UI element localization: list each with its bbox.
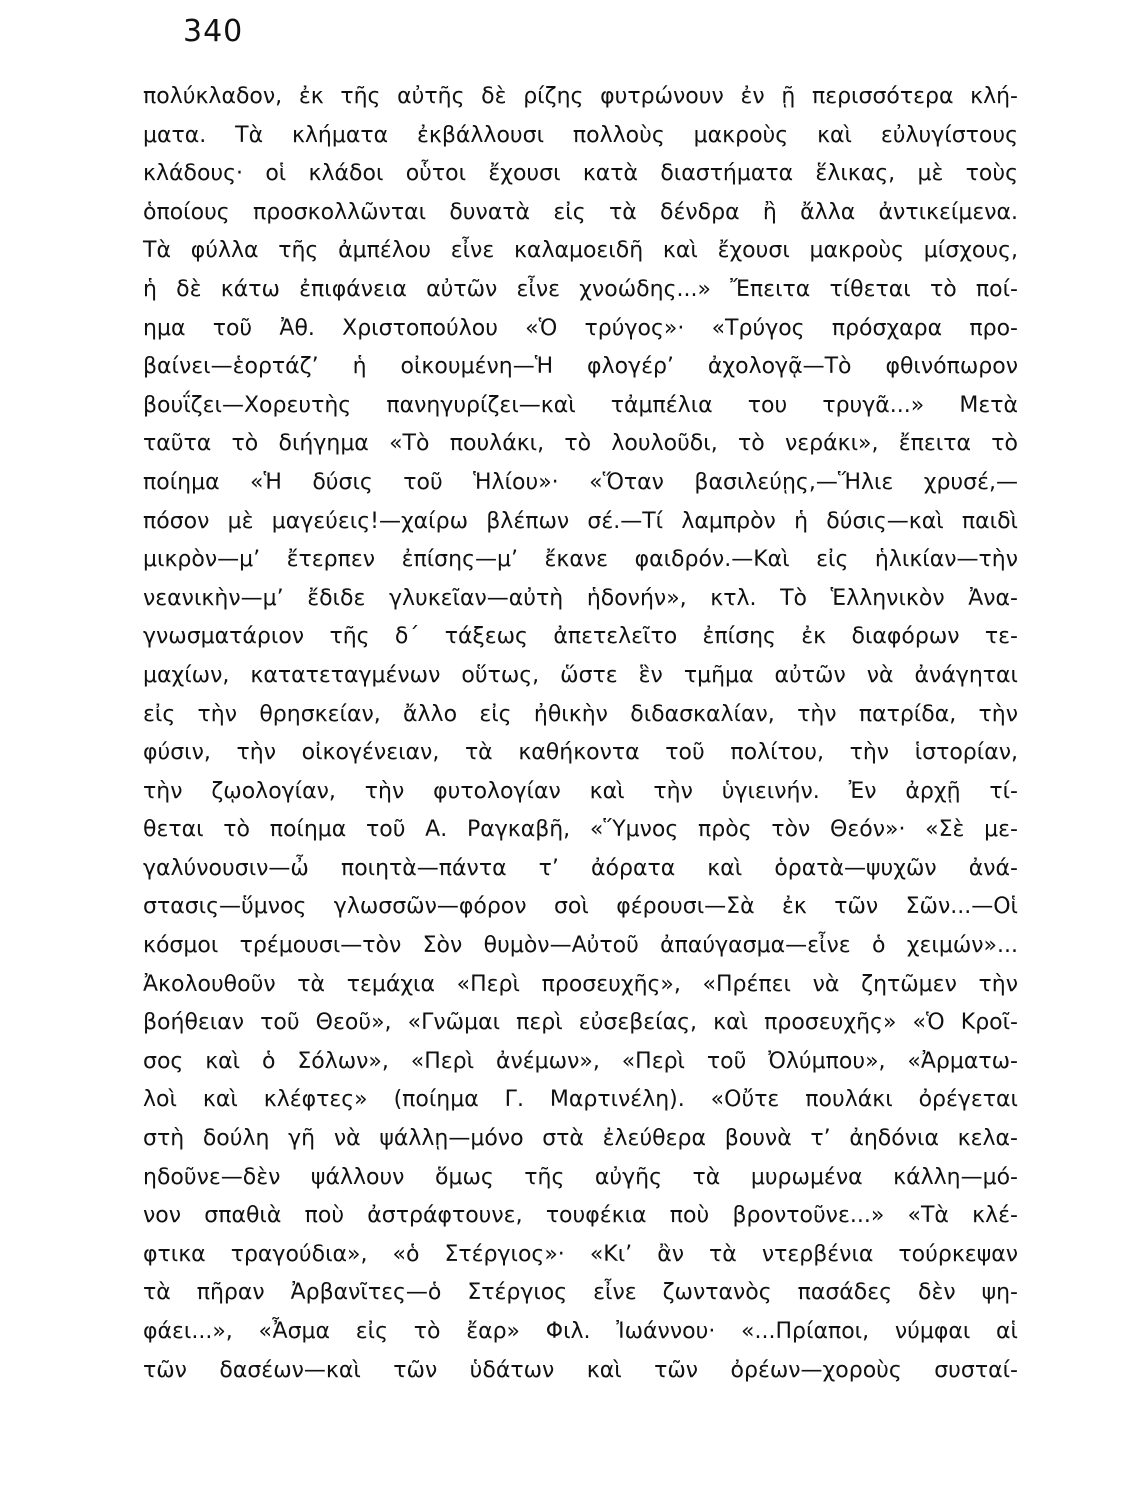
text-line: ποίημα «Ἡ δύσις τοῦ Ἡλίου»· «Ὅταν βασιλεύῃς,—Ἥλιε χρυσέ,—: [143, 469, 1018, 495]
text-line: ημα τοῦ Ἀθ. Χριστοπούλου «Ὁ τρύγος»· «Τρύγος πρόσχαρα προ-: [143, 315, 1018, 341]
body-text: [143, 78, 1018, 1390]
text-line: μικρὸν—μ’ ἔτερπεν ἐπίσης—μ’ ἔκανε φαιδρόν.—Καὶ εἰς ἡλικίαν—τὴν: [143, 547, 1018, 573]
text-line: Τὰ φύλλα τῆς ἀμπέλου εἶνε καλαμοειδῆ καὶ ἔχουσι μακροὺς μίσχους,: [143, 238, 1018, 264]
text-line: πόσον μὲ μαγεύεις!—χαίρω βλέπων σέ.—Τί λαμπρὸν ἡ δύσις—καὶ παιδὶ: [143, 508, 1018, 534]
text-line: γαλύνουσιν—ὦ ποιητὰ—πάντα τ’ ἀόρατα καὶ ὁρατὰ—ψυχῶν ἀνά-: [143, 855, 1018, 881]
text-line: στὴ δούλη γῆ νὰ ψάλλῃ—μόνο στὰ ἐλεύθερα βουνὰ τ’ ἀηδόνια κελα-: [143, 1126, 1018, 1152]
text-line: εἰς τὴν θρησκείαν, ἄλλο εἰς ἠθικὴν διδασκαλίαν, τὴν πατρίδα, τὴν: [143, 701, 1018, 727]
text-line: πολύκλαδον, ἐκ τῆς αὐτῆς δὲ ρίζης φυτρώνουν ἐν ῇ περισσότερα κλή-: [143, 84, 1018, 109]
text-line: Ἀκολουθοῦν τὰ τεμάχια «Περὶ προσευχῆς», «Πρέπει νὰ ζητῶμεν τὴν: [143, 971, 1018, 997]
text-line: φάει...», «Ἆσμα εἰς τὸ ἔαρ» Φιλ. Ἰωάννου· «...Πρίαποι, νύμφαι αἱ: [143, 1319, 1018, 1344]
text-line: κλάδους· οἱ κλάδοι οὗτοι ἔχουσι κατὰ διαστήματα ἕλικας, μὲ τοὺς: [143, 161, 1018, 187]
page-number: 340: [183, 14, 244, 49]
text-line: βουΐζει—Χορευτὴς πανηγυρίζει—καὶ τἀμπέλια του τρυγᾶ...» Μετὰ: [143, 392, 1018, 418]
text-line: ματα. Τὰ κλήματα ἐκβάλλουσι πολλοὺς μακροὺς καὶ εὐλυγίστους: [143, 122, 1018, 148]
text-line: τὰ πῆραν Ἀρβανῖτες—ὁ Στέργιος εἶνε ζωντανὸς πασάδες δὲν ψη-: [143, 1280, 1018, 1306]
text-line: φτικα τραγούδια», «ὁ Στέργιος»· «Κι’ ἂν τὰ ντερβένια τούρκεψαν: [143, 1241, 1018, 1267]
text-line: ηδοῦνε—δὲν ψάλλουν ὅμως τῆς αὐγῆς τὰ μυρωμένα κάλλη—μό-: [143, 1164, 1018, 1190]
text-line: μαχίων, κατατεταγμένων οὕτως, ὥστε ἓν τμῆμα αὐτῶν νὰ ἀνάγηται: [143, 662, 1018, 688]
text-line: νον σπαθιὰ ποὺ ἀστράφτουνε, τουφέκια ποὺ βροντοῦνε...» «Τὰ κλέ-: [143, 1203, 1018, 1229]
text-line: θεται τὸ ποίημα τοῦ Α. Ραγκαβῆ, «Ὕμνος πρὸς τὸν Θεόν»· «Σὲ με-: [143, 817, 1018, 843]
text-line: ἡ δὲ κάτω ἐπιφάνεια αὐτῶν εἶνε χνοώδης...» Ἔπειτα τίθεται τὸ ποί-: [143, 276, 1018, 302]
text-line: τῶν δασέων—καὶ τῶν ὑδάτων καὶ τῶν ὀρέων—χοροὺς συσταί-: [143, 1357, 1018, 1383]
text-line: γνωσματάριον τῆς δ΄ τάξεως ἀπετελεῖτο ἐπίσης ἐκ διαφόρων τε-: [143, 624, 1018, 650]
text-line: σος καὶ ὁ Σόλων», «Περὶ ἀνέμων», «Περὶ τοῦ Ὀλύμπου», «Ἀρματω-: [143, 1048, 1018, 1074]
text-line: βοήθειαν τοῦ Θεοῦ», «Γνῶμαι περὶ εὐσεβείας, καὶ προσευχῆς» «Ὁ Κροῖ-: [143, 1010, 1018, 1036]
text-line: στασις—ὕμνος γλωσσῶν—φόρον σοὶ φέρουσι—Σὰ ἐκ τῶν Σῶν...—Οἱ: [143, 894, 1018, 920]
text-line: τὴν ζῳολογίαν, τὴν φυτολογίαν καὶ τὴν ὑγιεινήν. Ἐν ἀρχῇ τί-: [143, 778, 1018, 804]
text-line: ὁποίους προσκολλῶνται δυνατὰ εἰς τὰ δένδρα ἢ ἄλλα ἀντικείμενα.: [143, 199, 1018, 225]
text-line: φύσιν, τὴν οἰκογένειαν, τὰ καθήκοντα τοῦ πολίτου, τὴν ἱστορίαν,: [143, 740, 1018, 766]
text-line: λοὶ καὶ κλέφτες» (ποίημα Γ. Μαρτινέλη). «Οὔτε πουλάκι ὀρέγεται: [143, 1087, 1018, 1113]
text-line: κόσμοι τρέμουσι—τὸν Σὸν θυμὸν—Αὐτοῦ ἀπαύγασμα—εἶνε ὁ χειμών»...: [143, 933, 1018, 959]
text-line: ταῦτα τὸ διήγημα «Τὸ πουλάκι, τὸ λουλοῦδι, τὸ νεράκι», ἔπειτα τὸ: [143, 431, 1018, 457]
text-line: βαίνει—ἑορτάζ’ ἡ οἰκουμένη—Ἡ φλογέρ’ ἀχολογᾷ—Τὸ φθινόπωρον: [143, 354, 1018, 380]
text-line: νεανικὴν—μ’ ἔδιδε γλυκεῖαν—αὐτὴ ἡδονήν», κτλ. Τὸ Ἑλληνικὸν Ἀνα-: [143, 585, 1018, 611]
